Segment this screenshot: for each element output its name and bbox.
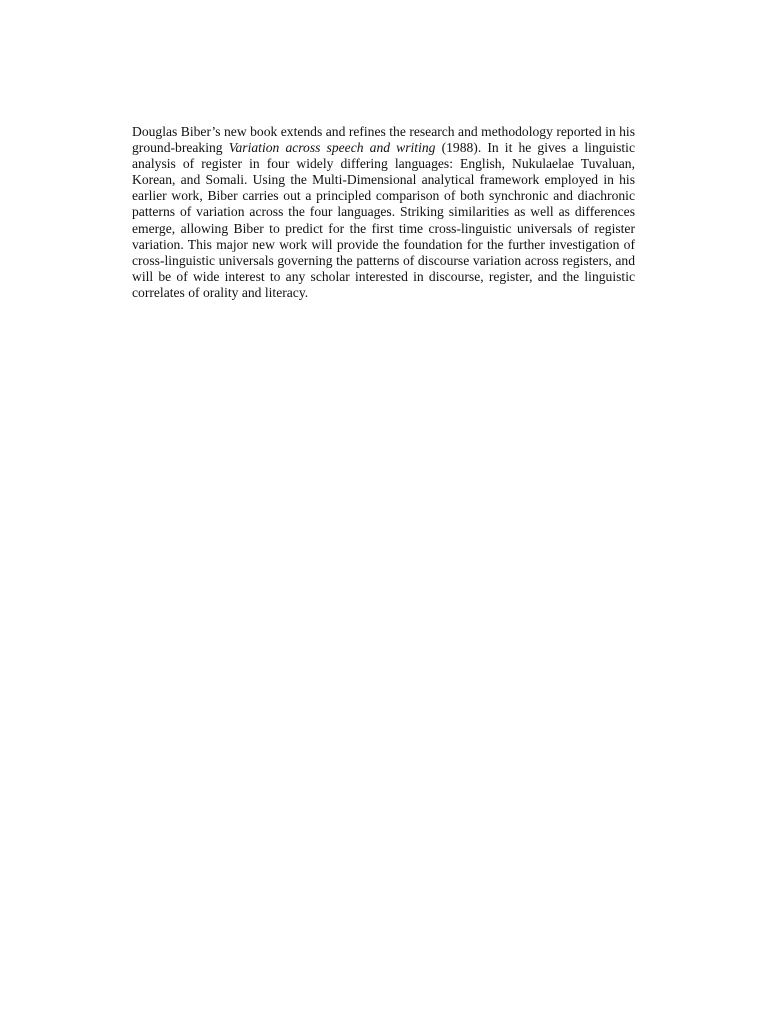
- description-text-part-1: Douglas Biber’s new book extends and refines the research and methodology reported in his ground-breaking: [132, 124, 635, 156]
- book-description-paragraph: [132, 124, 635, 301]
- cited-book-title: Variation across speech and writing: [228, 140, 436, 156]
- description-text-part-2: (1988). In it he gives a linguistic analysis of register in four widely differing languages: English, Nukulaelae Tuvaluan, Korean, and Somali. Using the Multi-Dimensional analytical framework employed in his earlier work, Biber carries out a principled comparison of both synchronic and diachronic patterns of variation across the four languages. Striking similarities as well as differences emerge, allowing Biber to predict for the first time cross-linguistic universals of register variation. This major new work will provide the foundation for the further investigation of cross-linguistic universals governing the patterns of discourse variation across registers, and will be of wide interest to any scholar interested in discourse, register, and the linguistic correlates of orality and literacy.: [132, 140, 635, 300]
